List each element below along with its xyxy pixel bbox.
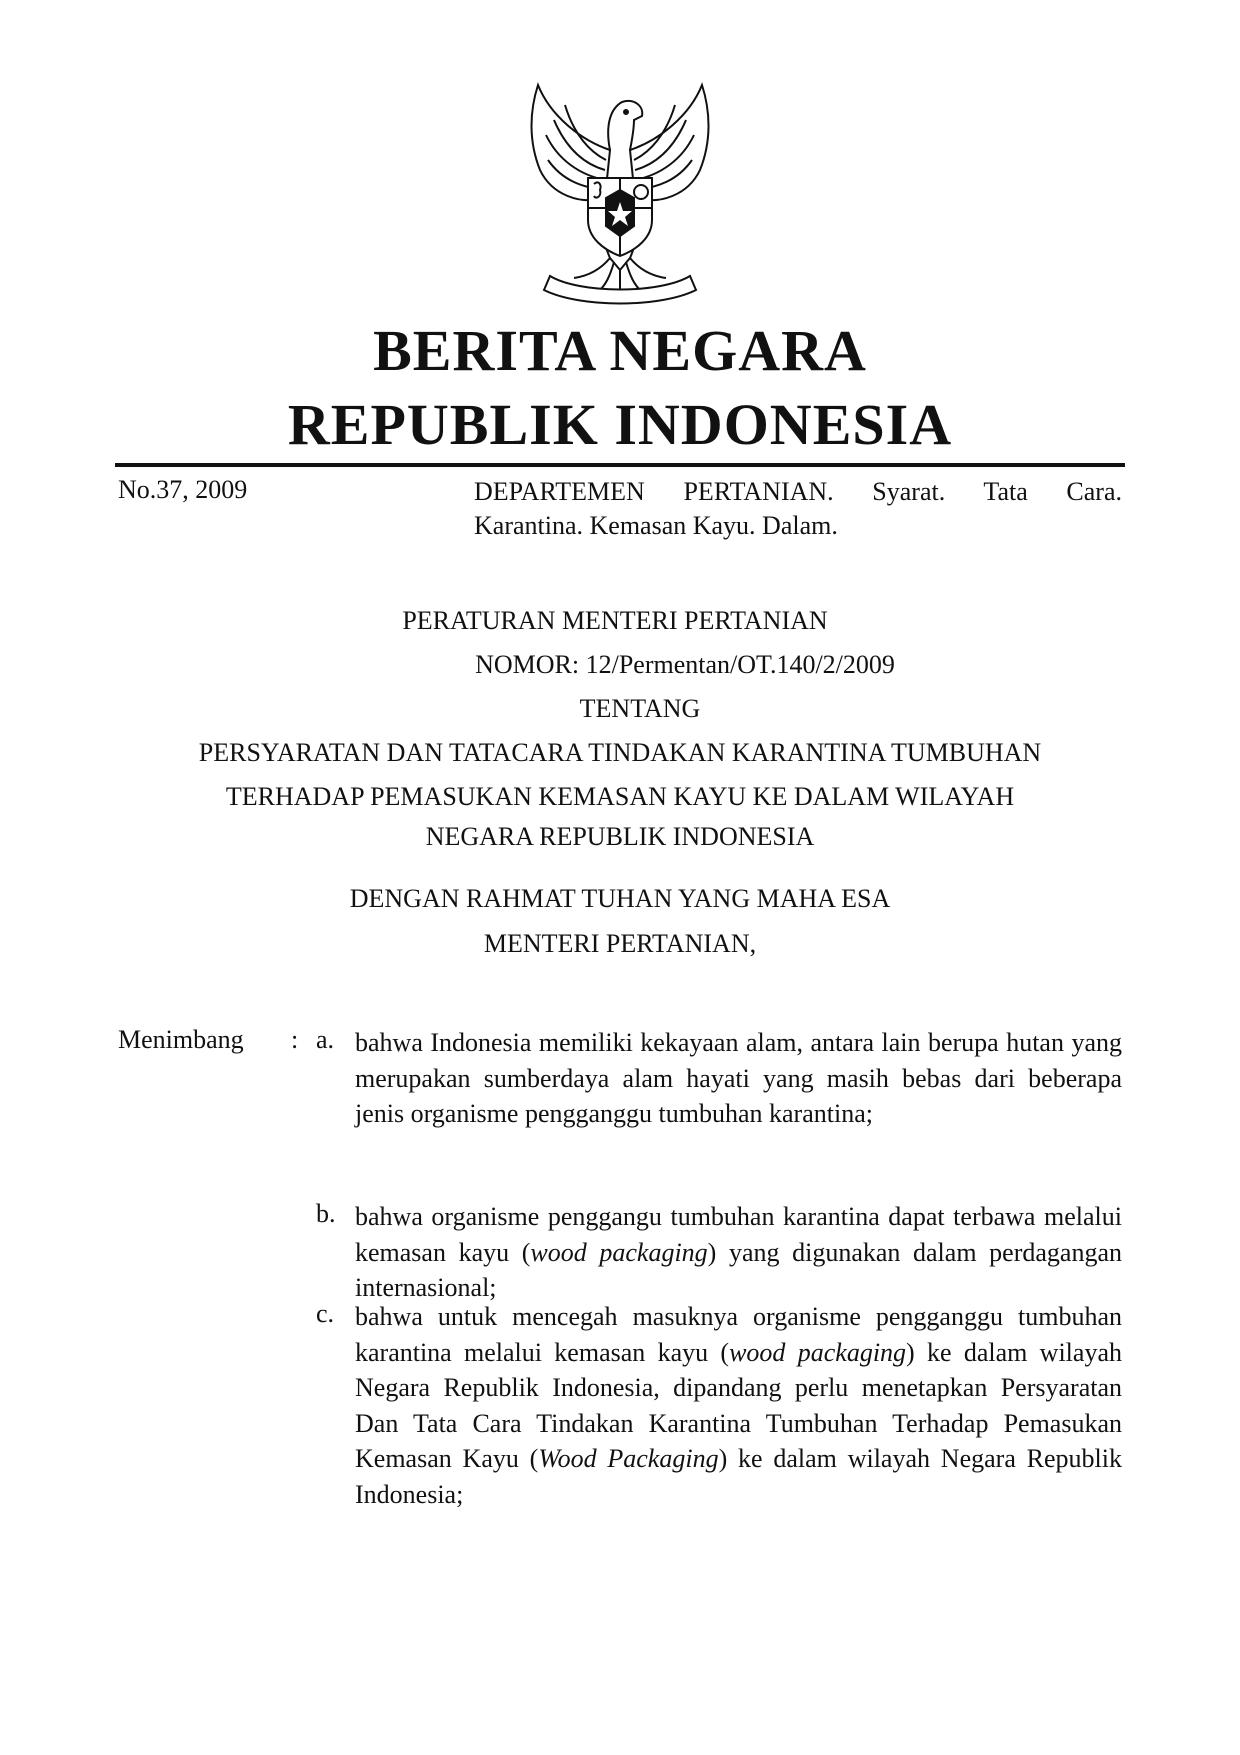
consideration-item-a: bahwa Indonesia memiliki kekayaan alam, antara lain berupa hutan yang merupakan sumberdaya alam hayati yang masih bebas dari beberapa jenis organisme pengganggu tumbuhan karantina; xyxy=(355,1028,1122,1128)
regulation-number: NOMOR: 12/Permentan/OT.140/2/2009 xyxy=(475,650,895,679)
item-text: bahwa untuk mencegah masuknya organisme pengganggu tumbuhan karantina melalui kemasan kayu ( xyxy=(355,1302,1122,1367)
item-marker: c. xyxy=(316,1299,335,1328)
invocation: DENGAN RAHMAT TUHAN YANG MAHA ESA xyxy=(349,884,891,913)
consideration-item-b xyxy=(355,1199,1122,1306)
considerations-colon: : xyxy=(291,1025,299,1054)
header-rule xyxy=(115,463,1125,467)
considerations-label: Menimbang xyxy=(118,1025,244,1054)
item-text: ) ke dalam wilayah Negara Republik Indonesia, dipandang perlu menetapkan Persyaratan Dan Tata Cara Tindakan Karantina Tumbuhan Terhadap Pemasukan Kemasan Kayu ( xyxy=(355,1337,1122,1473)
item-marker: a. xyxy=(316,1025,335,1054)
regulation-title-line2: TERHADAP PEMASUKAN KEMASAN KAYU KE DALAM WILAYAH xyxy=(225,782,1015,811)
italic-term: wood packaging xyxy=(729,1337,907,1367)
gazette-title: BERITA NEGARA xyxy=(373,318,867,383)
regulation-about: TENTANG xyxy=(579,694,701,723)
italic-term: wood packaging xyxy=(530,1237,708,1267)
regulation-title-line3: NEGARA REPUBLIK INDONESIA xyxy=(425,822,815,851)
consideration-item-c xyxy=(355,1299,1122,1512)
regulation-type: PERATURAN MENTERI PERTANIAN xyxy=(402,606,828,635)
regulation-title-line1: PERSYARATAN DAN TATACARA TINDAKAN KARANTINA TUMBUHAN xyxy=(198,738,1042,767)
item-text: ) yang digunakan dalam perdagangan internasional; xyxy=(355,1237,1122,1302)
gazette-number: No.37, 2009 xyxy=(118,475,248,504)
item-marker: b. xyxy=(316,1199,336,1228)
gazette-subject-line1: DEPARTEMEN PERTANIAN. Syarat. Tata Cara. xyxy=(474,477,1122,506)
gazette-subtitle: REPUBLIK INDONESIA xyxy=(287,392,953,457)
garuda-pancasila-emblem xyxy=(510,80,730,305)
item-text: bahwa organisme penggangu tumbuhan karantina dapat terbawa melalui kemasan kayu ( xyxy=(355,1202,1122,1267)
italic-term: Wood Packaging xyxy=(538,1444,719,1473)
gazette-subject-line2: Karantina. Kemasan Kayu. Dalam. xyxy=(474,511,838,540)
issuer: MENTERI PERTANIAN, xyxy=(483,929,757,958)
item-text: ) ke dalam wilayah Negara Republik Indonesia; xyxy=(355,1444,1122,1509)
